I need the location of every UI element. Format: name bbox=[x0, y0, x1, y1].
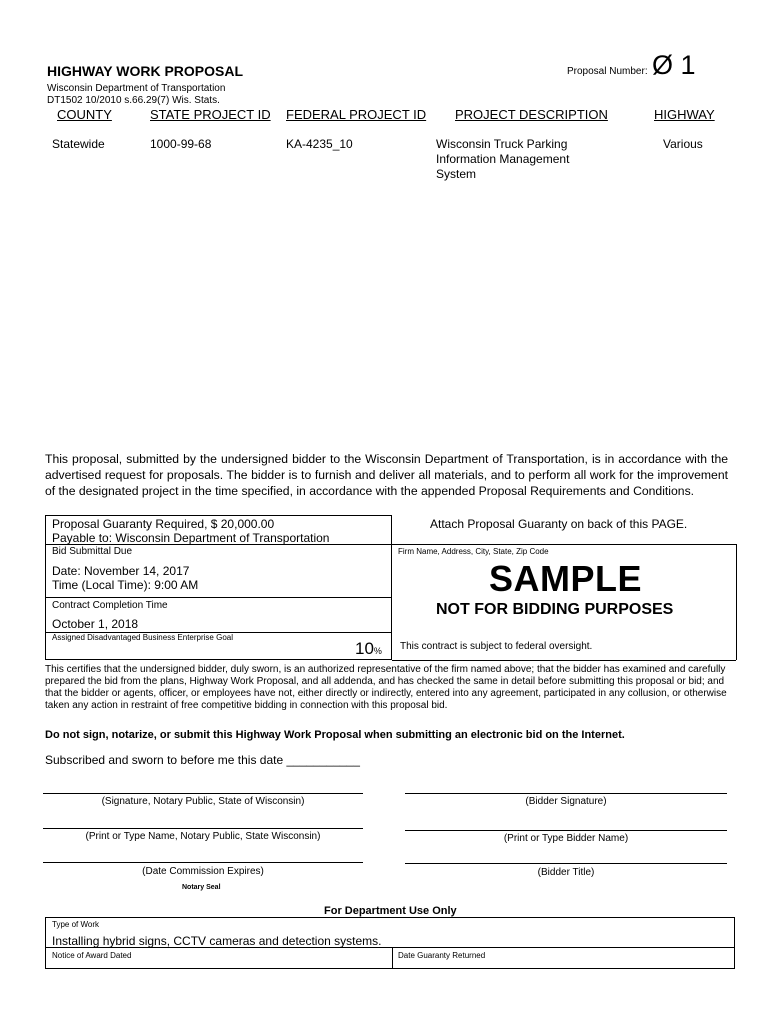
notary-name-label: (Print or Type Name, Notary Public, State Wisconsin) bbox=[85, 831, 321, 842]
type-of-work-label: Type of Work bbox=[52, 920, 99, 929]
divider bbox=[392, 544, 736, 545]
proposal-number: Ø 1 bbox=[652, 50, 696, 80]
bid-date: Date: November 14, 2017 bbox=[52, 564, 190, 578]
bidder-title-line bbox=[405, 863, 727, 864]
bidder-title-label: (Bidder Title) bbox=[537, 867, 595, 878]
federal-oversight-note: This contract is subject to federal oversight. bbox=[400, 641, 593, 652]
project-description-value: Wisconsin Truck Parking Information Management System bbox=[436, 137, 570, 181]
federal-project-id-value: KA-4235_10 bbox=[286, 137, 353, 151]
bid-time: Time (Local Time): 9:00 AM bbox=[52, 578, 199, 592]
state-project-id-value: 1000-99-68 bbox=[150, 137, 212, 151]
completion-label: Contract Completion Time bbox=[52, 600, 168, 611]
notary-signature-label: (Signature, Notary Public, State of Wisconsin) bbox=[101, 796, 305, 807]
payable-to: Payable to: Wisconsin Department of Transportation bbox=[52, 531, 330, 545]
divider bbox=[45, 597, 392, 598]
column-header-highway: HIGHWAY bbox=[654, 107, 715, 122]
notary-signature-line bbox=[43, 793, 363, 794]
guaranty-returned-label: Date Guaranty Returned bbox=[398, 951, 486, 960]
bidder-signature-label: (Bidder Signature) bbox=[525, 796, 607, 807]
attach-guaranty-note: Attach Proposal Guaranty on back of this PAGE. bbox=[430, 517, 688, 531]
column-header-state-project-id: STATE PROJECT ID bbox=[150, 107, 271, 122]
dbe-unit: % bbox=[373, 646, 382, 656]
bidder-signature-line bbox=[405, 793, 727, 794]
bid-due-label: Bid Submittal Due bbox=[52, 546, 133, 557]
county-value: Statewide bbox=[52, 137, 105, 151]
intro-paragraph: This proposal, submitted by the undersigned bidder to the Wisconsin Department of Transportation, is in accordance with the advertised request for proposals. The bidder is to furnish and deliver all materials, and to perform all work for the improvement of the designated project in the time specified, in accordance with the appended Proposal Requirements and Conditions. bbox=[45, 452, 728, 498]
type-of-work-value: Installing hybrid signs, CCTV cameras and detection systems. bbox=[52, 934, 382, 948]
certification-text: This certifies that the undersigned bidder, duly sworn, is an authorized representative of the firm named above; that the bidder has examined and carefully prepared the bid from the plans, Highway Work Proposal, and all addenda, and has checked the same in detail before submitting this proposal or bid; and that the bidder or agents, officer, or employees have not, either directly or indirectly, entered into any agreement, participated in any collusion, or otherwise taken any action in restraint of free competitive bidding in connection with this proposal bid. bbox=[45, 664, 727, 711]
subscribed-sworn-line: Subscribed and sworn to before me this date ___________ bbox=[45, 753, 360, 767]
proposal-number-label: Proposal Number: bbox=[567, 66, 648, 77]
bidder-name-line bbox=[405, 830, 727, 831]
commission-expires-line bbox=[43, 862, 363, 863]
department-name: Wisconsin Department of Transportation bbox=[47, 83, 226, 94]
notary-seal-label: Notary Seal bbox=[182, 884, 221, 891]
completion-date: October 1, 2018 bbox=[52, 617, 139, 631]
firm-name-label: Firm Name, Address, City, State, Zip Code bbox=[398, 547, 549, 556]
sample-watermark: SAMPLE bbox=[489, 558, 643, 599]
dbe-value: 10 bbox=[355, 639, 374, 658]
notary-name-line bbox=[43, 828, 363, 829]
page-title: HIGHWAY WORK PROPOSAL bbox=[47, 63, 244, 79]
not-for-bidding-notice: NOT FOR BIDDING PURPOSES bbox=[436, 601, 674, 618]
divider bbox=[736, 544, 737, 660]
column-header-federal-project-id: FEDERAL PROJECT ID bbox=[286, 107, 427, 122]
bidder-name-label: (Print or Type Bidder Name) bbox=[503, 833, 629, 844]
divider bbox=[392, 660, 736, 661]
department-use-heading: For Department Use Only bbox=[324, 905, 457, 917]
guaranty-required: Proposal Guaranty Required, $ 20,000.00 bbox=[52, 517, 275, 531]
dbe-goal bbox=[355, 639, 382, 659]
form-id: DT1502 10/2010 s.66.29(7) Wis. Stats. bbox=[47, 95, 220, 106]
column-header-project-description: PROJECT DESCRIPTION bbox=[455, 107, 608, 122]
highway-value: Various bbox=[663, 137, 703, 151]
divider bbox=[392, 947, 393, 969]
column-header-county: COUNTY bbox=[57, 107, 112, 122]
commission-expires-label: (Date Commission Expires) bbox=[142, 866, 264, 877]
award-date-label: Notice of Award Dated bbox=[52, 951, 132, 960]
electronic-bid-warning: Do not sign, notarize, or submit this Highway Work Proposal when submitting an electronic bid on the Internet. bbox=[45, 729, 625, 741]
dbe-label: Assigned Disadvantaged Business Enterprise Goal bbox=[52, 633, 233, 642]
